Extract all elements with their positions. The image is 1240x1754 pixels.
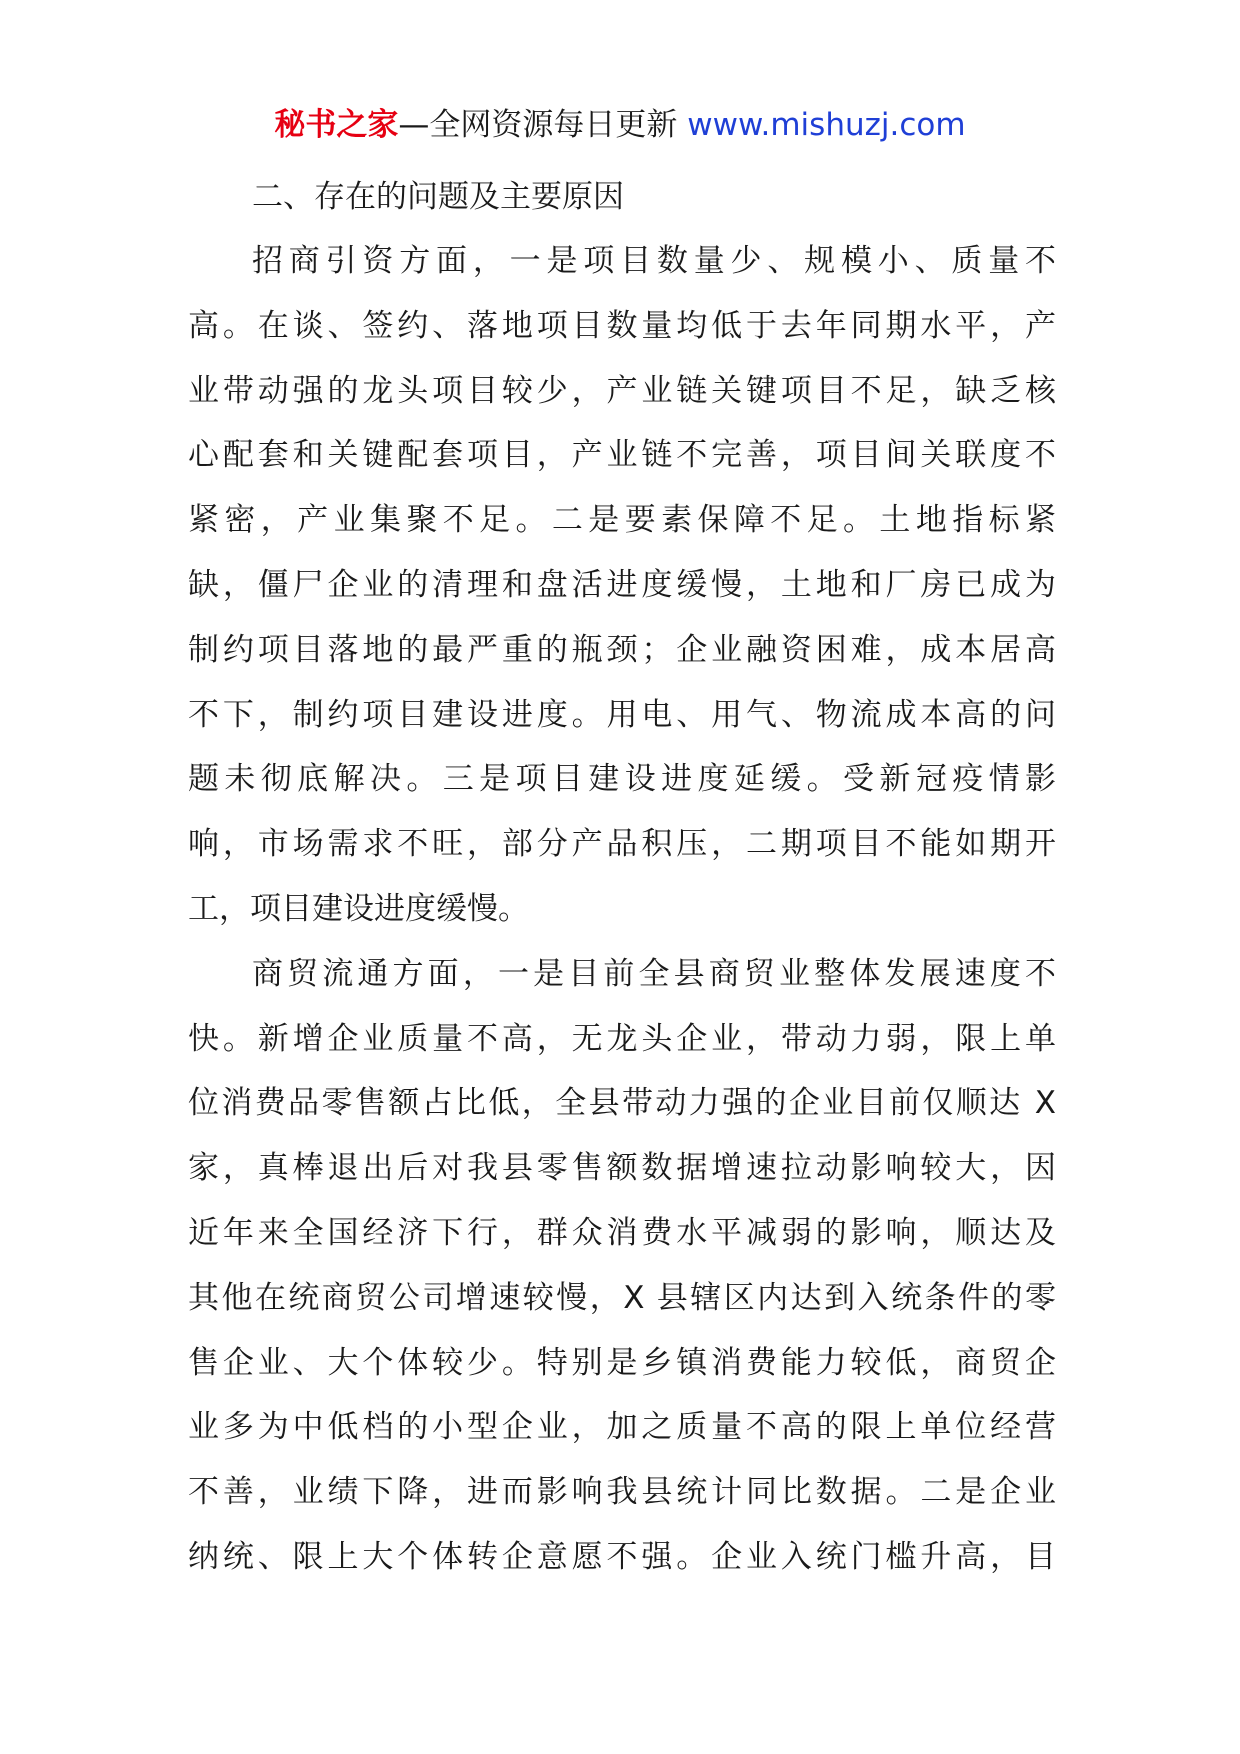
paragraph-2-line: 家，真棒退出后对我县零售额数据增速拉动影响较大，因: [188, 1150, 1056, 1187]
brand-name: 秘书之家: [274, 107, 399, 143]
paragraph-2-line: 纳统、限上大个体转企意愿不强。企业入统门槛升高，目: [188, 1538, 1056, 1575]
section-heading: 二、存在的问题及主要原因: [252, 179, 624, 215]
paragraph-1-line: 工，项目建设进度缓慢。: [188, 890, 529, 927]
paragraph-1-line: 题未彻底解决。三是项目建设进度延缓。受新冠疫情影: [188, 761, 1056, 798]
paragraph-1-line: 紧密，产业集聚不足。二是要素保障不足。土地指标紧: [188, 502, 1056, 539]
website-url[interactable]: www.mishuzj.com: [687, 107, 966, 143]
paragraph-2-line: 不善，业绩下降，进而影响我县统计同比数据。二是企业: [188, 1474, 1056, 1511]
paragraph-2-line: 其他在统商贸公司增速较慢，X 县辖区内达到入统条件的零: [188, 1279, 1056, 1316]
paragraph-2-line: 近年来全国经济下行，群众消费水平减弱的影响，顺达及: [188, 1214, 1056, 1251]
document-body: [188, 165, 1056, 1590]
header-tagline: —全网资源每日更新: [398, 107, 688, 143]
paragraph-1-line: 缺，僵尸企业的清理和盘活进度缓慢，土地和厂房已成为: [188, 566, 1056, 603]
paragraph-2-line: 售企业、大个体较少。特别是乡镇消费能力较低，商贸企: [188, 1344, 1056, 1381]
paragraph-1-line: 不下，制约项目建设进度。用电、用气、物流成本高的问: [188, 696, 1056, 733]
paragraph-1-line: 高。在谈、签约、落地项目数量均低于去年同期水平，产: [188, 307, 1056, 344]
paragraph-1-line: 响，市场需求不旺，部分产品积压，二期项目不能如期开: [188, 826, 1056, 863]
paragraph-2-line: 商贸流通方面，一是目前全县商贸业整体发展速度不: [252, 955, 1056, 992]
paragraph-2-line: 快。新增企业质量不高，无龙头企业，带动力弱，限上单: [188, 1020, 1056, 1057]
paragraph-1-line: 业带动强的龙头项目较少，产业链关键项目不足，缺乏核: [188, 372, 1056, 409]
paragraph-1-line: 招商引资方面，一是项目数量少、规模小、质量不: [252, 243, 1056, 279]
paragraph-1-line: 心配套和关键配套项目，产业链不完善，项目间关联度不: [188, 437, 1056, 474]
paragraph-2-line: 业多为中低档的小型企业，加之质量不高的限上单位经营: [188, 1409, 1056, 1446]
page-header: [0, 100, 1240, 150]
paragraph-2-line: 位消费品零售额占比低，全县带动力强的企业目前仅顺达 X: [188, 1085, 1056, 1122]
paragraph-1-line: 制约项目落地的最严重的瓶颈；企业融资困难，成本居高: [188, 631, 1056, 668]
